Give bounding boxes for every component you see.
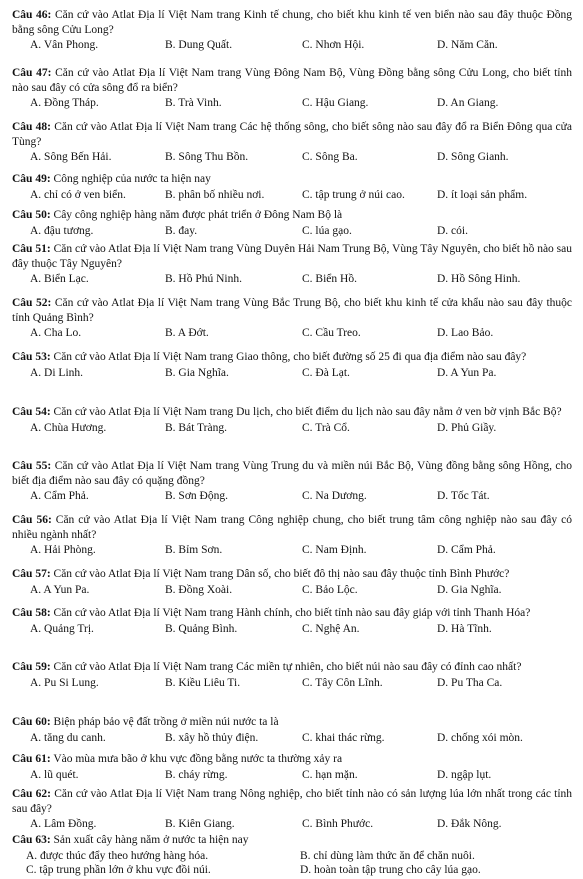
answer-option-c: C. Bảo Lộc. — [302, 583, 358, 596]
question-number: Câu 61: — [12, 753, 51, 765]
question-stem — [12, 459, 572, 488]
answer-options — [12, 622, 572, 637]
answer-option-d: D. Năm Căn. — [437, 39, 498, 51]
answer-option-b: B. Bát Tràng. — [165, 421, 227, 434]
question-stem — [12, 787, 572, 816]
question-text: Căn cứ vào Atlat Địa lí Việt Nam trang Hành chính, cho biết tỉnh nào sau đây giáp với tỉnh Thanh Hóa? — [53, 607, 531, 619]
answer-option-c: C. Bình Phước. — [302, 818, 374, 830]
answer-option-b: B. đay. — [165, 224, 198, 237]
question-number: Câu 46: — [12, 9, 52, 21]
question-text: Biện pháp bảo vệ đất trồng ở miền núi nước ta là — [53, 716, 279, 728]
question-number: Câu 48: — [12, 121, 51, 133]
answer-options — [12, 543, 572, 558]
answer-option-a: A. Đồng Tháp. — [30, 97, 99, 109]
answer-option-d: D. ít loại sản phẩm. — [437, 188, 528, 201]
answer-option-c: C. Na Dương. — [302, 490, 367, 502]
answer-option-a: A. Pu Si Lung. — [30, 676, 99, 689]
answer-option-c: C. lúa gạo. — [302, 224, 352, 237]
question-stem — [12, 296, 572, 325]
question-number: Câu 47: — [12, 67, 52, 79]
answer-option-a: A. A Yun Pa. — [30, 583, 90, 596]
answer-option-a: A. Cẩm Phả. — [30, 490, 89, 502]
answer-option-b: B. Gia Nghĩa. — [165, 366, 229, 379]
answer-option-a: A. Cha Lo. — [30, 327, 82, 339]
answer-options — [12, 676, 572, 691]
answer-options — [12, 731, 572, 746]
answer-options — [12, 188, 572, 203]
question-number: Câu 55: — [12, 460, 52, 472]
question-number: Câu 52: — [12, 297, 52, 309]
answer-option-a: A. Lâm Đồng. — [30, 818, 97, 830]
question-block — [12, 567, 572, 598]
question-text: Căn cứ vào Atlat Địa lí Việt Nam trang Các miền tự nhiên, cho biết núi nào sau đây có đỉnh cao nhất? — [53, 661, 522, 673]
answer-option-b: B. chỉ dùng làm thức ăn để chăn nuôi. — [300, 849, 475, 862]
answer-option-d: D. An Giang. — [437, 97, 499, 109]
question-number: Câu 58: — [12, 607, 51, 619]
answer-option-a: A. chỉ có ở ven biển. — [30, 188, 126, 201]
question-block — [12, 66, 572, 111]
answer-options — [12, 421, 572, 436]
answer-option-d: D. cói. — [437, 224, 468, 237]
answer-option-b: B. Kiều Liêu Ti. — [165, 676, 241, 689]
answer-option-a: A. tăng du canh. — [30, 731, 106, 744]
question-stem — [12, 172, 572, 187]
question-text: Căn cứ vào Atlat Địa lí Việt Nam trang Kinh tế chung, cho biết khu kinh tế ven biển nào sau đây thuộc Đồng bằng sông Cửu Long? — [12, 9, 573, 36]
answer-option-b: B. phân bố nhiều nơi. — [165, 188, 265, 201]
answer-options — [12, 224, 572, 239]
question-block — [12, 350, 572, 381]
answer-option-c: C. Nam Định. — [302, 544, 367, 556]
answer-option-d: D. Gia Nghĩa. — [437, 583, 502, 596]
answer-option-c: C. tập trung phần lớn ở khu vực đồi núi. — [26, 863, 211, 876]
question-stem — [12, 660, 572, 675]
answer-option-a: A. Biển Lạc. — [30, 273, 89, 285]
answer-option-a: A. Vân Phong. — [30, 39, 99, 51]
question-stem — [12, 833, 572, 848]
answer-option-c: C. Nhơn Hội. — [302, 39, 365, 51]
answer-option-b: B. Đồng Xoài. — [165, 583, 233, 596]
answer-options — [12, 366, 572, 381]
answer-option-c: C. hạn mặn. — [302, 768, 358, 781]
question-stem — [12, 715, 572, 730]
answer-option-d: D. Cẩm Phả. — [437, 544, 496, 556]
question-block — [12, 296, 572, 341]
question-stem — [12, 66, 572, 95]
answer-option-b: B. A Đớt. — [165, 327, 209, 339]
question-text: Căn cứ vào Atlat Địa lí Việt Nam trang Các hệ thống sông, cho biết sông nào sau đây đổ ra Biển Đông qua cửa Tùng? — [12, 121, 573, 148]
answer-option-b: B. Kiên Giang. — [165, 818, 235, 830]
question-text: Căn cứ vào Atlat Địa lí Việt Nam trang Du lịch, cho biết điểm du lịch nào sau đây nằm ở ven bờ vịnh Bắc Bộ? — [53, 406, 562, 418]
question-text: Căn cứ vào Atlat Địa lí Việt Nam trang Vùng Đông Nam Bộ, Vùng Đồng bằng sông Cửu Long, cho biết tỉnh nào sau đây có cửa sông đổ ra biển? — [12, 67, 572, 94]
answer-option-d: D. Phủ Giầy. — [437, 421, 497, 434]
answer-option-c: C. Trà Cổ. — [302, 421, 350, 434]
answer-options — [12, 96, 572, 111]
answer-option-c: C. Nghệ An. — [302, 622, 360, 635]
question-number: Câu 51: — [12, 243, 51, 255]
question-block — [12, 833, 572, 879]
answer-options — [12, 326, 572, 341]
answer-options — [12, 583, 572, 598]
answer-options — [12, 150, 572, 165]
answer-option-d: D. Hồ Sông Hinh. — [437, 273, 521, 285]
question-number: Câu 60: — [12, 716, 51, 728]
question-text: Cây công nghiệp hàng năm được phát triển ở Đông Nam Bộ là — [53, 209, 343, 221]
answer-options — [12, 489, 572, 504]
question-number: Câu 63: — [12, 834, 51, 846]
answer-option-d: D. chống xói mòn. — [437, 731, 523, 744]
answer-option-a: A. được thúc đẩy theo hướng hàng hóa. — [26, 849, 209, 862]
question-text: Sản xuất cây hàng năm ở nước ta hiện nay — [53, 834, 249, 846]
question-block — [12, 242, 572, 287]
answer-option-c: C. Sông Ba. — [302, 151, 358, 163]
answer-option-d: D. hoàn toàn tập trung cho cây lúa gạo. — [300, 863, 481, 876]
answer-option-b: B. Sông Thu Bồn. — [165, 151, 249, 163]
question-text: Căn cứ vào Atlat Địa lí Việt Nam trang Nông nghiệp, cho biết tỉnh nào có sản lượng lúa lớn nhất trong các tỉnh sau đây? — [12, 788, 573, 815]
question-stem — [12, 120, 572, 149]
answer-option-a: A. Hải Phòng. — [30, 544, 96, 556]
answer-option-a: A. đậu tương. — [30, 224, 94, 237]
question-block — [12, 606, 572, 637]
answer-option-c: C. Tây Côn Lĩnh. — [302, 676, 383, 689]
question-stem — [12, 405, 572, 420]
question-stem — [12, 350, 572, 365]
answer-option-a: A. Sông Bến Hải. — [30, 151, 112, 163]
question-block — [12, 752, 572, 783]
question-text: Căn cứ vào Atlat Địa lí Việt Nam trang Giao thông, cho biết đường số 25 đi qua địa điểm nào sau đây? — [53, 351, 527, 363]
answer-options — [12, 768, 572, 783]
question-stem — [12, 242, 572, 271]
question-text: Vào mùa mưa bão ở khu vực đồng bằng nước ta thường xảy ra — [53, 753, 343, 765]
question-number: Câu 62: — [12, 788, 51, 800]
question-text: Căn cứ vào Atlat Địa lí Việt Nam trang Dân số, cho biết đô thị nào sau đây thuộc tỉnh Bình Phước? — [53, 568, 510, 580]
question-block — [12, 405, 572, 436]
answer-option-a: A. Chùa Hương. — [30, 421, 107, 434]
question-text: Căn cứ vào Atlat Địa lí Việt Nam trang Vùng Bắc Trung Bộ, cho biết khu kinh tế cửa khẩu nào sau đây thuộc tỉnh Quảng Bình? — [12, 297, 573, 324]
answer-option-d: D. Hà Tĩnh. — [437, 622, 492, 635]
question-text: Căn cứ vào Atlat Địa lí Việt Nam trang Vùng Trung du và miền núi Bắc Bộ, Vùng đồng bằng sông Hồng, cho biết địa điểm nào sau đây có quặng đồng? — [12, 460, 573, 487]
answer-option-b: B. Dung Quất. — [165, 39, 233, 51]
answer-option-c: C. khai thác rừng. — [302, 731, 385, 744]
question-stem — [12, 208, 572, 223]
answer-option-d: D. ngập lụt. — [437, 768, 492, 781]
question-stem — [12, 513, 572, 542]
answer-options — [12, 817, 572, 832]
question-block — [12, 120, 572, 165]
question-text: Công nghiệp của nước ta hiện nay — [53, 173, 211, 185]
question-number: Câu 50: — [12, 209, 51, 221]
question-text: Căn cứ vào Atlat Địa lí Việt Nam trang Công nghiệp chung, cho biết trung tâm công nghiệp nào sau đây có nhiều ngành nhất? — [12, 514, 572, 541]
answer-option-d: D. Lao Bảo. — [437, 327, 494, 339]
question-number: Câu 57: — [12, 568, 51, 580]
question-block — [12, 459, 572, 504]
question-stem — [12, 567, 572, 582]
question-block — [12, 660, 572, 691]
answer-option-c: C. tập trung ở núi cao. — [302, 188, 405, 201]
question-block — [12, 513, 572, 558]
answer-option-b: B. Hồ Phú Ninh. — [165, 273, 242, 285]
answer-option-d: D. Đắk Nông. — [437, 818, 502, 830]
answer-options — [12, 272, 572, 287]
question-number: Câu 59: — [12, 661, 51, 673]
question-number: Câu 49: — [12, 173, 51, 185]
question-stem — [12, 752, 572, 767]
answer-option-d: D. Pu Tha Ca. — [437, 676, 503, 689]
answer-option-b: B. Sơn Động. — [165, 490, 228, 502]
answer-option-b: B. Bỉm Sơn. — [165, 544, 223, 556]
question-number: Câu 53: — [12, 351, 51, 363]
answer-option-c: C. Hậu Giang. — [302, 97, 369, 109]
question-block — [12, 172, 572, 203]
question-block — [12, 8, 572, 53]
answer-option-b: B. Trà Vinh. — [165, 97, 222, 109]
answer-option-c: C. Đà Lạt. — [302, 366, 350, 379]
question-block — [12, 208, 572, 239]
answer-options — [12, 38, 572, 53]
answer-option-d: D. Tốc Tát. — [437, 490, 490, 502]
answer-options — [12, 849, 572, 879]
answer-option-b: B. Quảng Bình. — [165, 622, 238, 635]
answer-option-a: A. Quảng Trị. — [30, 622, 94, 635]
answer-option-a: A. Di Linh. — [30, 366, 84, 379]
answer-option-b: B. cháy rừng. — [165, 768, 228, 781]
answer-option-c: C. Biển Hồ. — [302, 273, 357, 285]
answer-option-d: D. A Yun Pa. — [437, 366, 497, 379]
answer-option-a: A. lũ quét. — [30, 768, 79, 781]
answer-option-d: D. Sông Gianh. — [437, 151, 509, 163]
question-block — [12, 787, 572, 832]
question-number: Câu 54: — [12, 406, 51, 418]
question-stem — [12, 8, 572, 37]
question-block — [12, 715, 572, 746]
question-number: Câu 56: — [12, 514, 52, 526]
answer-option-c: C. Cầu Treo. — [302, 327, 361, 339]
question-text: Căn cứ vào Atlat Địa lí Việt Nam trang Vùng Duyên Hải Nam Trung Bộ, Vùng Tây Nguyên, cho biết hồ nào sau đây thuộc Tây Nguyên? — [12, 243, 573, 270]
answer-option-b: B. xây hồ thủy điện. — [165, 731, 259, 744]
question-stem — [12, 606, 572, 621]
